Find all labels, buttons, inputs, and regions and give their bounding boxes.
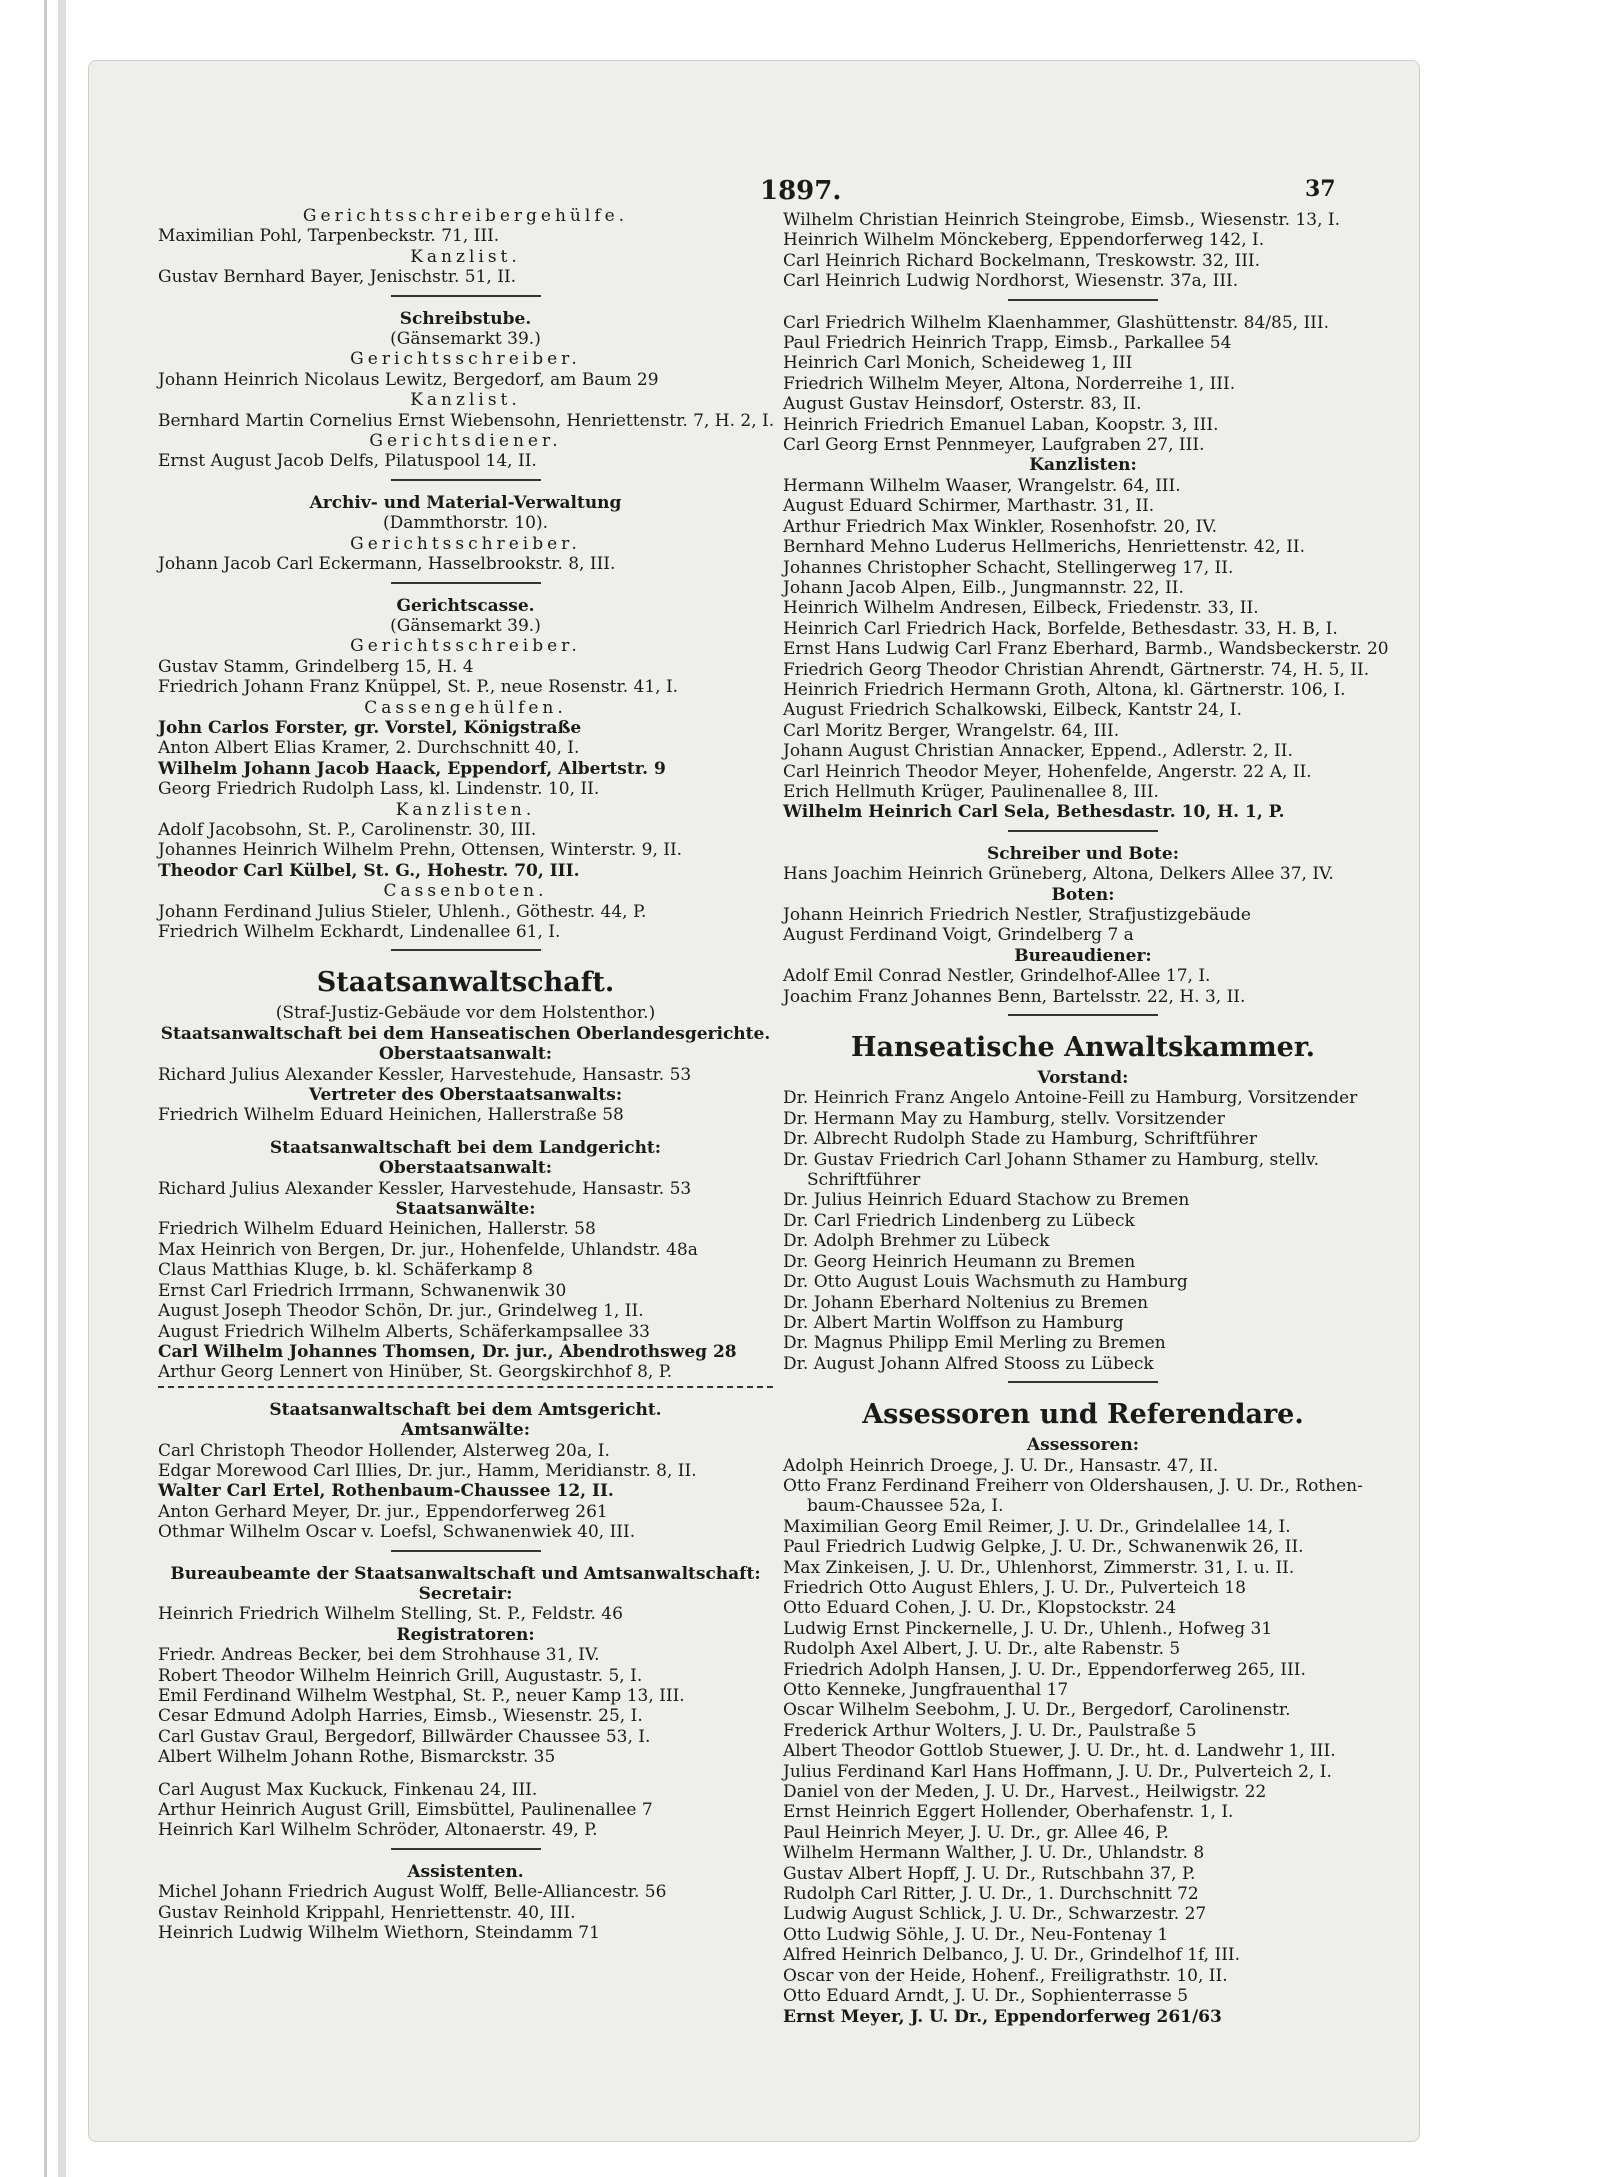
role-heading: Gerichtsschreiber. — [350, 636, 581, 657]
directory-entry: Dr. Carl Friedrich Lindenberg zu Lübeck — [783, 1210, 1135, 1231]
directory-entry: Othmar Wilhelm Oscar v. Loefsl, Schwanenwiek 40, III. — [158, 1522, 636, 1543]
directory-entry: Adolph Heinrich Droege, J. U. Dr., Hansastr. 47, II. — [783, 1455, 1219, 1476]
page-header-year: 1897. — [760, 176, 842, 206]
directory-entry: Heinrich Friedrich Wilhelm Stelling, St. P., Feldstr. 46 — [158, 1604, 623, 1625]
spacer — [158, 1126, 773, 1138]
section-divider — [1008, 1014, 1158, 1019]
directory-entry: Friedrich Georg Theodor Christian Ahrendt, Gärtnerstr. 74, H. 5, II. — [783, 659, 1370, 680]
directory-entry: Rudolph Axel Albert, J. U. Dr., alte Rabenstr. 5 — [783, 1639, 1181, 1660]
directory-entry: Carl Wilhelm Johannes Thomsen, Dr. jur., Abendrothsweg 28 — [158, 1341, 737, 1362]
page-gutter-shadow — [58, 0, 66, 2177]
directory-entry: Dr. Heinrich Franz Angelo Antoine-Feill zu Hamburg, Vorsitzender — [783, 1088, 1358, 1109]
main-section-title: Hanseatische Anwaltskammer. — [851, 1032, 1315, 1064]
section-divider — [391, 582, 541, 587]
role-heading: Gerichtsschreibergehülfe. — [302, 206, 629, 226]
directory-entry: Max Heinrich von Bergen, Dr. jur., Hohenfelde, Uhlandstr. 48a — [158, 1239, 698, 1260]
directory-entry: Dr. Julius Heinrich Eduard Stachow zu Bremen — [783, 1190, 1190, 1211]
dashed-divider — [158, 1386, 773, 1390]
directory-entry: Adolf Emil Conrad Nestler, Grindelhof-Allee 17, I. — [783, 966, 1211, 987]
directory-entry: Dr. Albert Martin Wolffson zu Hamburg — [783, 1312, 1124, 1333]
directory-entry: Johannes Heinrich Wilhelm Prehn, Ottensen, Winterstr. 9, II. — [158, 840, 683, 861]
directory-entry: Arthur Georg Lennert von Hinüber, St. Georgskirchhof 8, P. — [158, 1362, 673, 1383]
directory-entry: Johannes Christopher Schacht, Stellingerweg 17, II. — [783, 557, 1234, 578]
directory-entry: Oscar Wilhelm Seebohm, J. U. Dr., Bergedorf, Carolinenstr. — [783, 1700, 1291, 1721]
section-heading: Registratoren: — [396, 1624, 535, 1645]
directory-entry: Johann August Christian Annacker, Eppend., Adlerstr. 2, II. — [783, 741, 1293, 762]
directory-entry: Joachim Franz Johannes Benn, Bartelsstr. 22, H. 3, II. — [783, 986, 1246, 1007]
directory-entry: Friedrich Otto August Ehlers, J. U. Dr., Pulverteich 18 — [783, 1577, 1246, 1598]
directory-entry: Carl Gustav Graul, Bergedorf, Billwärder Chaussee 53, I. — [158, 1726, 651, 1747]
directory-entry: Dr. Gustav Friedrich Carl Johann Sthamer zu Hamburg, stellv. — [783, 1149, 1319, 1170]
directory-entry: Otto Kenneke, Jungfrauenthal 17 — [783, 1680, 1069, 1700]
directory-entry: Cesar Edmund Adolph Harries, Eimsb., Wiesenstr. 25, I. — [158, 1706, 643, 1727]
directory-entry: Dr. Georg Heinrich Heumann zu Bremen — [783, 1251, 1136, 1272]
directory-entry: Dr. Hermann May zu Hamburg, stellv. Vorsitzender — [783, 1108, 1225, 1129]
directory-entry: Dr. Albrecht Rudolph Stade zu Hamburg, Schriftführer — [783, 1129, 1258, 1150]
role-heading: Kanzlisten. — [395, 799, 536, 820]
directory-entry: Friedrich Wilhelm Eckhardt, Lindenallee 61, I. — [158, 922, 561, 942]
directory-entry: Richard Julius Alexander Kessler, Harvestehude, Hansastr. 53 — [158, 1064, 692, 1085]
directory-entry: Arthur Friedrich Max Winkler, Rosenhofstr. 20, IV. — [783, 516, 1218, 537]
directory-entry: Paul Friedrich Heinrich Trapp, Eimsb., Parkallee 54 — [783, 333, 1232, 354]
directory-entry: Gustav Stamm, Grindelberg 15, H. 4 — [158, 656, 474, 677]
directory-entry: Friedr. Andreas Becker, bei dem Strohhause 31, IV. — [158, 1645, 600, 1666]
directory-entry: Claus Matthias Kluge, b. kl. Schäferkamp 8 — [158, 1260, 533, 1281]
spacer — [158, 1768, 773, 1780]
role-heading: Kanzlist. — [410, 246, 521, 267]
directory-entry: Carl Heinrich Richard Bockelmann, Treskowstr. 32, III. — [783, 250, 1261, 271]
directory-entry: August Gustav Heinsdorf, Osterstr. 83, II. — [783, 394, 1142, 415]
section-heading: Archiv- und Material-Verwaltung — [309, 492, 622, 513]
directory-entry: Heinrich Friedrich Emanuel Laban, Koopstr. 3, III. — [783, 414, 1219, 435]
directory-entry: Otto Ludwig Söhle, J. U. Dr., Neu-Fontenay 1 — [783, 1924, 1169, 1945]
directory-entry: Johann Jacob Alpen, Eilb., Jungmannstr. 22, II. — [783, 577, 1184, 598]
directory-entry: Max Zinkeisen, J. U. Dr., Uhlenhorst, Zimmerstr. 31, I. u. II. — [783, 1557, 1295, 1578]
directory-entry: Heinrich Carl Friedrich Hack, Borfelde, Bethesdastr. 33, H. B, I. — [783, 618, 1338, 639]
main-section-title: Assessoren und Referendare. — [862, 1399, 1304, 1431]
directory-entry: Dr. August Johann Alfred Stooss zu Lübeck — [783, 1353, 1154, 1374]
section-heading: Staatsanwälte: — [395, 1199, 536, 1220]
left-column — [158, 206, 773, 1943]
directory-entry: Friedrich Johann Franz Knüppel, St. P., neue Rosenstr. 41, I. — [158, 677, 679, 698]
role-heading: Cassengehülfen. — [364, 697, 567, 718]
directory-entry: Frederick Arthur Wolters, J. U. Dr., Paulstraße 5 — [783, 1720, 1197, 1741]
directory-entry: August Ferdinand Voigt, Grindelberg 7 a — [783, 925, 1134, 946]
directory-entry: Friedrich Wilhelm Meyer, Altona, Norderreihe 1, III. — [783, 373, 1236, 394]
directory-entry: Johann Ferdinand Julius Stieler, Uhlenh., Göthestr. 44, P. — [158, 901, 647, 922]
directory-entry: Bernhard Martin Cornelius Ernst Wiebensohn, Henriettenstr. 7, H. 2, I. — [158, 410, 775, 431]
section-heading: Vertreter des Oberstaatsanwalts: — [308, 1085, 623, 1106]
directory-entry: Heinrich Carl Monich, Scheideweg 1, III — [783, 353, 1133, 374]
directory-entry: Ernst Meyer, J. U. Dr., Eppendorferweg 261/63 — [783, 2006, 1222, 2027]
directory-entry: Dr. Magnus Philipp Emil Merling zu Bremen — [783, 1333, 1166, 1354]
directory-entry: Paul Heinrich Meyer, J. U. Dr., gr. Allee 46, P. — [783, 1822, 1169, 1843]
directory-entry: August Friedrich Schalkowski, Eilbeck, Kantstr 24, I. — [783, 700, 1242, 721]
directory-entry: Carl Heinrich Ludwig Nordhorst, Wiesenstr. 37a, III. — [783, 271, 1239, 292]
page-edge-line — [44, 0, 47, 2177]
directory-entry: John Carlos Forster, gr. Vorstel, Königstraße — [158, 717, 582, 738]
page-number: 37 — [1305, 176, 1336, 202]
role-heading: Gerichtsschreiber. — [350, 349, 581, 370]
directory-entry: Ernst Heinrich Eggert Hollender, Oberhafenstr. 1, I. — [783, 1802, 1234, 1823]
directory-entry: Johann Heinrich Nicolaus Lewitz, Bergedorf, am Baum 29 — [158, 369, 659, 390]
directory-entry: Johann Jacob Carl Eckermann, Hasselbrookstr. 8, III. — [158, 554, 616, 575]
section-divider — [1008, 830, 1158, 835]
directory-entry: Robert Theodor Wilhelm Heinrich Grill, Augustastr. 5, I. — [158, 1665, 643, 1686]
role-heading: Gerichtsdiener. — [369, 431, 562, 452]
directory-entry: Carl Friedrich Wilhelm Klaenhammer, Glashüttenstr. 84/85, III. — [783, 312, 1330, 333]
section-divider — [1008, 1381, 1158, 1386]
section-heading: Assessoren: — [1026, 1435, 1140, 1456]
section-heading: Schreiber und Bote: — [987, 843, 1179, 864]
directory-entry: Johann Heinrich Friedrich Nestler, Strafjustizgebäude — [783, 905, 1251, 925]
directory-entry: Anton Gerhard Meyer, Dr. jur., Eppendorferweg 261 — [158, 1501, 608, 1522]
directory-entry: Otto Eduard Arndt, J. U. Dr., Sophienterrasse 5 — [783, 1986, 1189, 2007]
directory-entry: Dr. Adolph Brehmer zu Lübeck — [783, 1231, 1050, 1252]
directory-entry: Albert Wilhelm Johann Rothe, Bismarckstr. 35 — [158, 1747, 556, 1768]
section-heading: Oberstaatsanwalt: — [379, 1158, 552, 1179]
directory-entry: Heinrich Ludwig Wilhelm Wiethorn, Steindamm 71 — [158, 1923, 600, 1944]
directory-entry: Maximilian Georg Emil Reimer, J. U. Dr., Grindelallee 14, I. — [783, 1516, 1291, 1537]
directory-entry: Heinrich Wilhelm Andresen, Eilbeck, Friedenstr. 33, II. — [783, 598, 1259, 619]
role-heading: Gerichtsschreiber. — [350, 533, 581, 554]
entry-continuation: baum-Chaussee 52a, I. — [807, 1496, 1004, 1517]
directory-entry: Ludwig Ernst Pinckernelle, J. U. Dr., Uhlenh., Hofweg 31 — [783, 1618, 1273, 1639]
directory-entry: August Eduard Schirmer, Marthastr. 31, II. — [783, 496, 1155, 517]
directory-entry: Heinrich Karl Wilhelm Schröder, Altonaerstr. 49, P. — [158, 1820, 598, 1841]
directory-entry: Theodor Carl Külbel, St. G., Hohestr. 70, III. — [158, 860, 580, 881]
directory-entry: Paul Friedrich Ludwig Gelpke, J. U. Dr., Schwanenwik 26, II. — [783, 1537, 1304, 1558]
section-heading: Boten: — [1051, 884, 1115, 905]
section-heading: Gerichtscasse. — [396, 595, 535, 616]
directory-entry: Emil Ferdinand Wilhelm Westphal, St. P., neuer Kamp 13, III. — [158, 1686, 685, 1706]
directory-entry: Gustav Albert Hopff, J. U. Dr., Rutschbahn 37, P. — [783, 1863, 1196, 1884]
section-divider — [391, 295, 541, 300]
section-divider — [391, 1848, 541, 1853]
section-heading: Vorstand: — [1037, 1068, 1129, 1089]
directory-entry: Oscar von der Heide, Hohenf., Freiligrathstr. 10, II. — [783, 1965, 1228, 1986]
section-divider — [391, 949, 541, 954]
entry-continuation: Schriftführer — [807, 1170, 921, 1191]
section-heading: Secretair: — [418, 1583, 513, 1604]
directory-entry: Carl Georg Ernst Pennmeyer, Laufgraben 27, III. — [783, 435, 1205, 456]
section-heading: Kanzlisten: — [1029, 455, 1137, 476]
directory-entry: Dr. Otto August Louis Wachsmuth zu Hamburg — [783, 1272, 1188, 1293]
section-heading: Staatsanwaltschaft bei dem Amtsgericht. — [269, 1399, 662, 1420]
section-heading: Amtsanwälte: — [400, 1420, 531, 1441]
adjacent-page-strip — [0, 0, 88, 2177]
section-heading: Oberstaatsanwalt: — [379, 1044, 552, 1065]
directory-entry: Edgar Morewood Carl Illies, Dr. jur., Hamm, Meridianstr. 8, II. — [158, 1460, 697, 1481]
directory-entry: Wilhelm Johann Jacob Haack, Eppendorf, Albertstr. 9 — [158, 758, 666, 779]
directory-entry: Dr. Johann Eberhard Noltenius zu Bremen — [783, 1292, 1149, 1313]
directory-entry: Erich Hellmuth Krüger, Paulinenallee 8, III. — [783, 781, 1159, 802]
directory-entry: Wilhelm Christian Heinrich Steingrobe, Eimsb., Wiesenstr. 13, I. — [783, 210, 1341, 230]
directory-entry: Anton Albert Elias Kramer, 2. Durchschnitt 40, I. — [158, 738, 580, 759]
directory-entry: Friedrich Wilhelm Eduard Heinichen, Hallerstr. 58 — [158, 1219, 596, 1240]
section-heading: Staatsanwaltschaft bei dem Hanseatischen Oberlandesgerichte. — [160, 1023, 771, 1044]
directory-entry: Hermann Wilhelm Waaser, Wrangelstr. 64, III. — [783, 475, 1181, 496]
directory-entry: Otto Eduard Cohen, J. U. Dr., Klopstockstr. 24 — [783, 1598, 1177, 1619]
main-section-title: Staatsanwaltschaft. — [316, 967, 615, 999]
directory-entry: Richard Julius Alexander Kessler, Harvestehude, Hansastr. 53 — [158, 1178, 692, 1199]
directory-entry: Carl Moritz Berger, Wrangelstr. 64, III. — [783, 720, 1120, 741]
section-heading: Bureaudiener: — [1014, 945, 1152, 966]
address-note: (Gänsemarkt 39.) — [390, 329, 541, 350]
directory-entry: Wilhelm Heinrich Carl Sela, Bethesdastr. 10, H. 1, P. — [783, 802, 1285, 823]
directory-entry: Maximilian Pohl, Tarpenbeckstr. 71, III. — [158, 226, 500, 247]
directory-entry: Albert Theodor Gottlob Stuewer, J. U. Dr., ht. d. Landwehr 1, III. — [783, 1741, 1336, 1762]
directory-entry: Ernst Carl Friedrich Irrmann, Schwanenwik 30 — [158, 1280, 567, 1301]
role-heading: Kanzlist. — [410, 390, 521, 411]
section-divider — [391, 1550, 541, 1555]
directory-entry: Adolf Jacobsohn, St. P., Carolinenstr. 30, III. — [158, 819, 537, 840]
directory-entry: Carl Christoph Theodor Hollender, Alsterweg 20a, I. — [158, 1440, 610, 1461]
section-divider — [391, 479, 541, 484]
directory-entry: Rudolph Carl Ritter, J. U. Dr., 1. Durchschnitt 72 — [783, 1884, 1199, 1905]
directory-entry: August Friedrich Wilhelm Alberts, Schäferkampsallee 33 — [158, 1321, 650, 1342]
directory-entry: Gustav Reinhold Krippahl, Henriettenstr. 40, III. — [158, 1902, 576, 1923]
section-heading: Schreibstube. — [399, 308, 532, 329]
directory-entry: August Joseph Theodor Schön, Dr. jur., Grindelweg 1, II. — [158, 1301, 644, 1322]
directory-entry: Friedrich Adolph Hansen, J. U. Dr., Eppendorferweg 265, III. — [783, 1659, 1306, 1680]
section-heading: Assistenten. — [407, 1861, 524, 1882]
directory-entry: Carl Heinrich Theodor Meyer, Hohenfelde, Angerstr. 22 A, II. — [783, 761, 1312, 782]
directory-entry: Michel Johann Friedrich August Wolff, Belle-Alliancestr. 56 — [158, 1882, 667, 1903]
directory-entry: Friedrich Wilhelm Eduard Heinichen, Hallerstraße 58 — [158, 1105, 624, 1126]
directory-entry: Ernst August Jacob Delfs, Pilatuspool 14, II. — [158, 451, 537, 472]
section-heading: Bureaubeamte der Staatsanwaltschaft und Amtsanwaltschaft: — [170, 1563, 761, 1584]
directory-entry: Daniel von der Meden, J. U. Dr., Harvest., Heilwigstr. 22 — [783, 1782, 1267, 1803]
directory-entry: Alfred Heinrich Delbanco, J. U. Dr., Grindelhof 1f, III. — [783, 1945, 1241, 1966]
directory-entry: Georg Friedrich Rudolph Lass, kl. Lindenstr. 10, II. — [158, 779, 600, 800]
directory-entry: Otto Franz Ferdinand Freiherr von Oldershausen, J. U. Dr., Rothen- — [783, 1475, 1363, 1496]
directory-entry: Heinrich Friedrich Hermann Groth, Altona, kl. Gärtnerstr. 106, I. — [783, 679, 1346, 700]
section-heading: Staatsanwaltschaft bei dem Landgericht: — [269, 1137, 662, 1158]
address-note: (Gänsemarkt 39.) — [390, 615, 541, 636]
directory-entry: Ernst Hans Ludwig Carl Franz Eberhard, Barmb., Wandsbeckerstr. 20 — [783, 639, 1389, 660]
section-divider — [1008, 299, 1158, 304]
directory-entry: Ludwig August Schlick, J. U. Dr., Schwarzestr. 27 — [783, 1904, 1207, 1925]
role-heading: Cassenboten. — [383, 881, 548, 902]
directory-entry: Wilhelm Hermann Walther, J. U. Dr., Uhlandstr. 8 — [783, 1843, 1205, 1864]
directory-entry: Heinrich Wilhelm Mönckeberg, Eppendorferweg 142, I. — [783, 230, 1265, 251]
address-note: (Straf-Justiz-Gebäude vor dem Holstenthor.) — [275, 1003, 656, 1024]
directory-entry: Carl August Max Kuckuck, Finkenau 24, III. — [158, 1779, 538, 1800]
directory-entry: Gustav Bernhard Bayer, Jenischstr. 51, II. — [158, 267, 517, 288]
directory-entry: Hans Joachim Heinrich Grüneberg, Altona, Delkers Allee 37, IV. — [783, 864, 1334, 885]
directory-entry: Arthur Heinrich August Grill, Eimsbüttel, Paulinenallee 7 — [158, 1800, 653, 1821]
directory-entry: Walter Carl Ertel, Rothenbaum-Chaussee 12, II. — [158, 1481, 614, 1502]
right-column — [783, 210, 1389, 2027]
address-note: (Dammthorstr. 10). — [382, 513, 549, 534]
directory-entry: Bernhard Mehno Luderus Hellmerichs, Henriettenstr. 42, II. — [783, 537, 1306, 558]
directory-entry: Julius Ferdinand Karl Hans Hoffmann, J. U. Dr., Pulverteich 2, I. — [783, 1761, 1332, 1782]
